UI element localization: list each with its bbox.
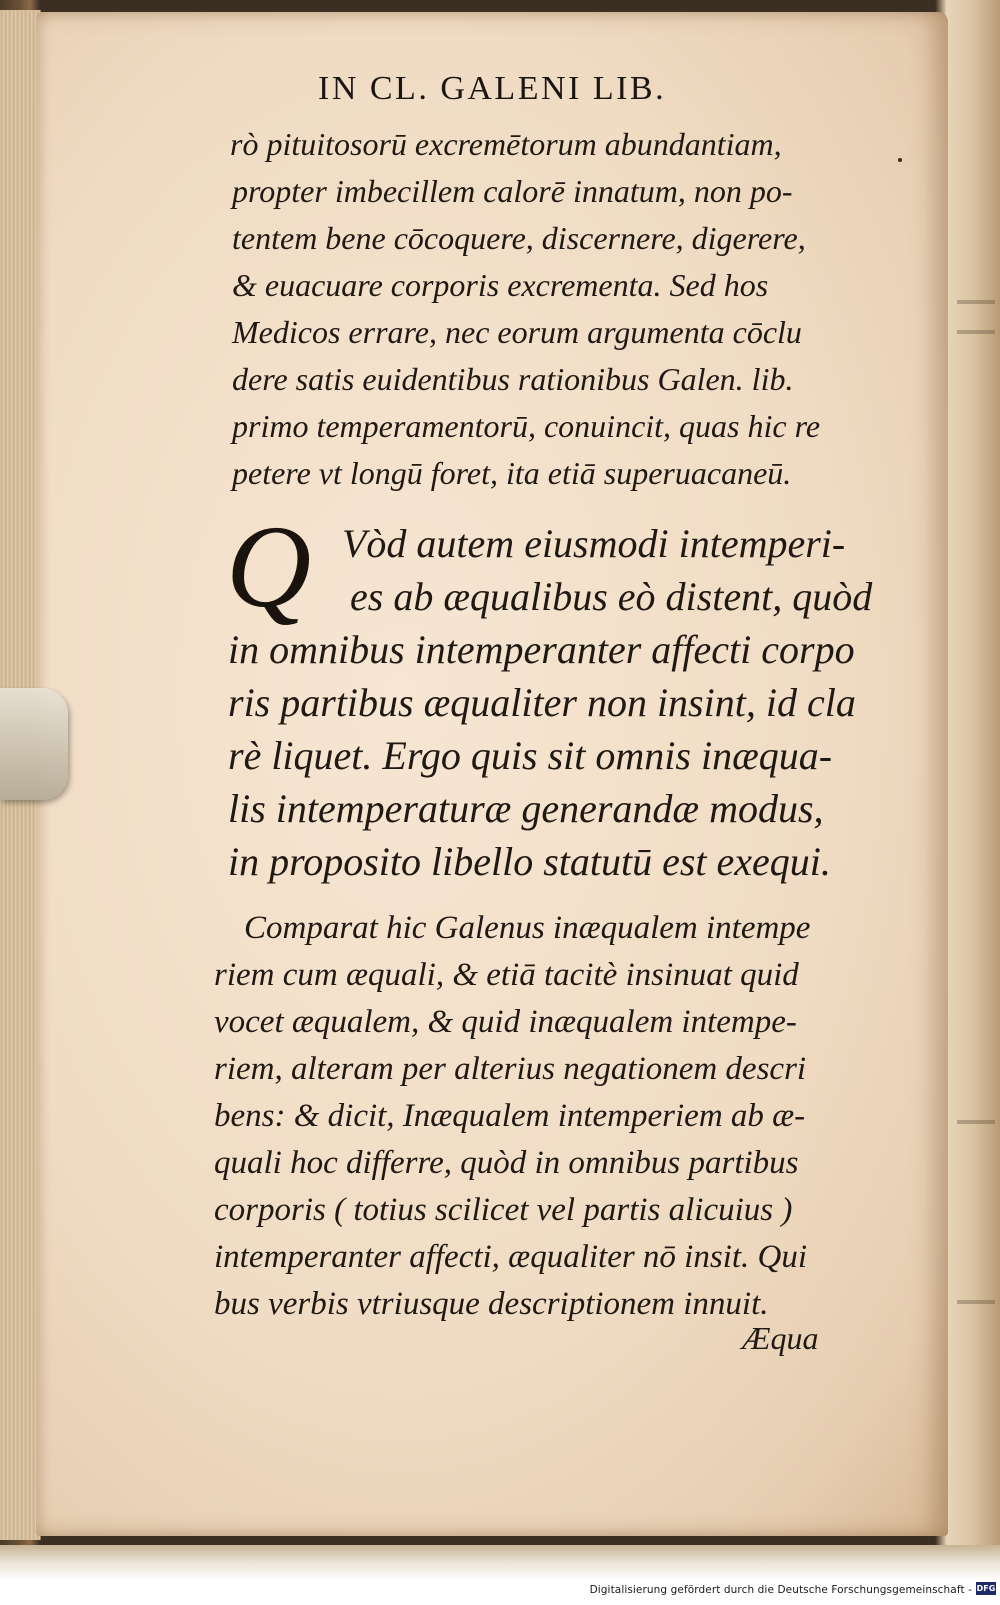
text-line: Vòd autem eiusmodi intemperi- bbox=[342, 521, 846, 566]
catchword: Æqua bbox=[742, 1320, 819, 1356]
text-line: petere vt longū foret, ita etiā superuacaneū. bbox=[232, 455, 792, 491]
text-line: riem, alteram per alterius negationem descri bbox=[214, 1051, 807, 1087]
text-line: Comparat hic Galenus inæqualem intempe bbox=[244, 910, 811, 946]
text-line: in proposito libello statutū est exequi. bbox=[228, 839, 831, 884]
text-line: in omnibus intemperanter affecti corpo bbox=[228, 627, 855, 672]
dfg-logo: DFG bbox=[976, 1584, 996, 1593]
text-line: & euacuare corporis excrementa. Sed hos bbox=[232, 267, 769, 303]
text-line: lis intemperaturæ generandæ modus, bbox=[228, 786, 824, 831]
text-line: bus verbis vtriusque descriptionem innuit. bbox=[214, 1286, 769, 1322]
text-line: tentem bene cōcoquere, discernere, digerere, bbox=[232, 220, 806, 256]
text-line: quali hoc differre, quòd in omnibus partibus bbox=[214, 1145, 799, 1181]
running-header: IN CL. GALENI LIB. bbox=[318, 70, 667, 107]
text-line: ris partibus æqualiter non insint, id cla bbox=[228, 680, 856, 725]
text-line: es ab æqualibus eò distent, quòd bbox=[350, 574, 873, 619]
text-line: vocet æqualem, & quid inæqualem intempe- bbox=[214, 1004, 797, 1040]
text-line: primo temperamentorū, conuincit, quas hic re bbox=[232, 408, 821, 444]
footer-strip bbox=[0, 1545, 1000, 1605]
ink-speck bbox=[898, 158, 902, 162]
text-line: riem cum æquali, & etiā tacitè insinuat quid bbox=[214, 957, 799, 993]
drop-cap: Q bbox=[226, 501, 312, 632]
text-line: propter imbecillem calorē innatum, non po- bbox=[232, 173, 793, 209]
text-line: intemperanter affecti, æqualiter nō insit. Qui bbox=[214, 1239, 808, 1275]
text-line: Medicos errare, nec eorum argumenta cōclu bbox=[232, 314, 802, 350]
text-line: rò pituitosorū excremētorum abundantiam, bbox=[230, 126, 782, 162]
text-line: dere satis euidentibus rationibus Galen. lib. bbox=[232, 361, 794, 397]
text-line: corporis ( totius scilicet vel partis alicuius ) bbox=[214, 1192, 793, 1228]
page-clip bbox=[0, 688, 68, 800]
digitization-credit: Digitalisierung gefördert durch die Deutsche Forschungsgemeinschaft - bbox=[589, 1584, 972, 1596]
text-line: bens: & dicit, Inæqualem intemperiem ab æ- bbox=[214, 1098, 806, 1134]
text-line: rè liquet. Ergo quis sit omnis inæqua- bbox=[228, 733, 833, 778]
